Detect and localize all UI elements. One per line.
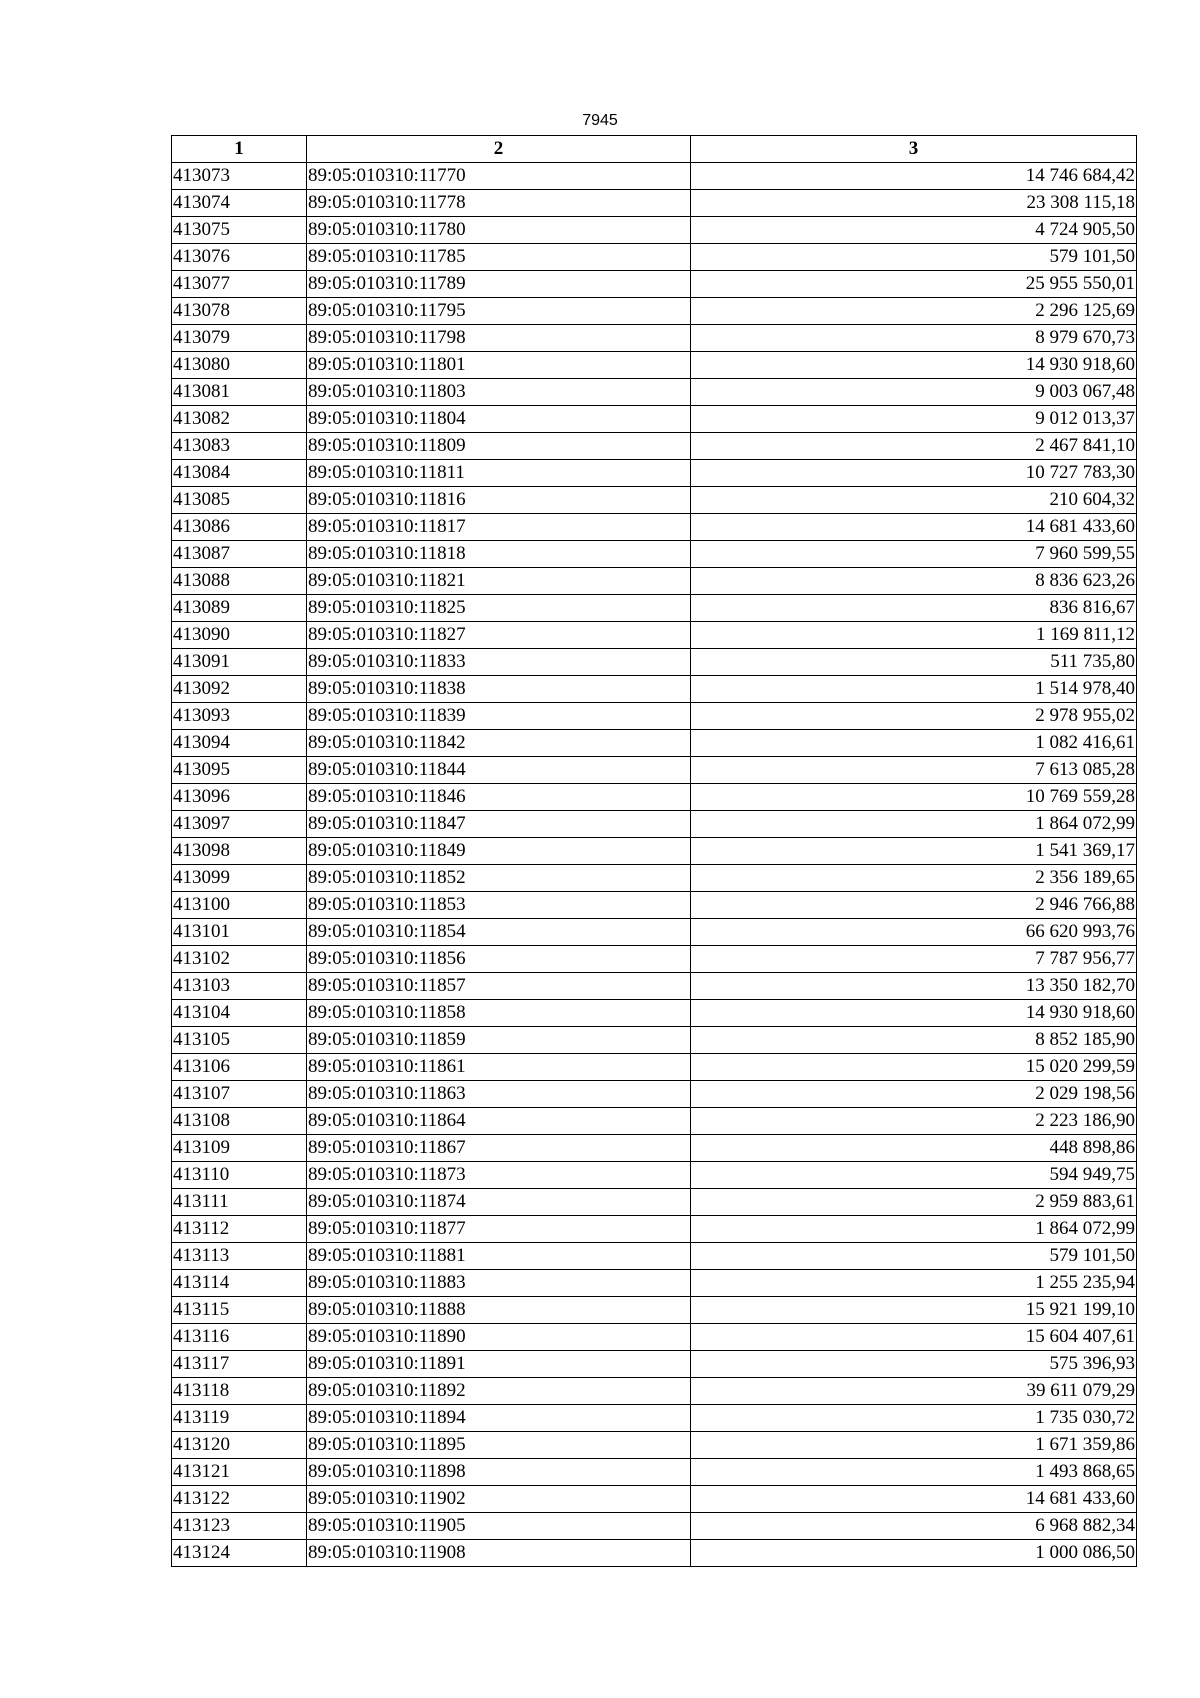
table-row — [172, 1000, 1137, 1027]
cadastral-number-cell: 89:05:010310:11809 — [307, 433, 691, 460]
table-row — [172, 541, 1137, 568]
row-number-cell: 413124 — [172, 1540, 307, 1567]
cadastral-number-cell: 89:05:010310:11891 — [307, 1351, 691, 1378]
table-row — [172, 649, 1137, 676]
cadastral-number-cell: 89:05:010310:11789 — [307, 271, 691, 298]
table-row — [172, 1405, 1137, 1432]
row-number-cell: 413109 — [172, 1135, 307, 1162]
value-cell: 15 921 199,10 — [691, 1297, 1137, 1324]
cadastral-number-cell: 89:05:010310:11770 — [307, 163, 691, 190]
value-cell: 13 350 182,70 — [691, 973, 1137, 1000]
table-row — [172, 1486, 1137, 1513]
cadastral-number-cell: 89:05:010310:11839 — [307, 703, 691, 730]
cadastral-number-cell: 89:05:010310:11867 — [307, 1135, 691, 1162]
row-number-cell: 413105 — [172, 1027, 307, 1054]
cadastral-number-cell: 89:05:010310:11861 — [307, 1054, 691, 1081]
value-cell: 7 787 956,77 — [691, 946, 1137, 973]
table-row — [172, 1081, 1137, 1108]
table-row — [172, 703, 1137, 730]
cadastral-number-cell: 89:05:010310:11902 — [307, 1486, 691, 1513]
table-row — [172, 568, 1137, 595]
value-cell: 1 735 030,72 — [691, 1405, 1137, 1432]
cadastral-number-cell: 89:05:010310:11804 — [307, 406, 691, 433]
table-row — [172, 1189, 1137, 1216]
table-row — [172, 433, 1137, 460]
value-cell: 7 960 599,55 — [691, 541, 1137, 568]
table-row — [172, 1270, 1137, 1297]
cadastral-number-cell: 89:05:010310:11801 — [307, 352, 691, 379]
value-cell: 23 308 115,18 — [691, 190, 1137, 217]
table-row — [172, 784, 1137, 811]
row-number-cell: 413083 — [172, 433, 307, 460]
row-number-cell: 413119 — [172, 1405, 307, 1432]
cadastral-number-cell: 89:05:010310:11803 — [307, 379, 691, 406]
value-cell: 2 467 841,10 — [691, 433, 1137, 460]
table-row — [172, 730, 1137, 757]
table-row — [172, 298, 1137, 325]
table-row — [172, 1108, 1137, 1135]
table-row — [172, 460, 1137, 487]
cadastral-number-cell: 89:05:010310:11780 — [307, 217, 691, 244]
value-cell: 8 852 185,90 — [691, 1027, 1137, 1054]
value-cell: 2 356 189,65 — [691, 865, 1137, 892]
row-number-cell: 413076 — [172, 244, 307, 271]
value-cell: 579 101,50 — [691, 244, 1137, 271]
row-number-cell: 413121 — [172, 1459, 307, 1486]
row-number-cell: 413104 — [172, 1000, 307, 1027]
row-number-cell: 413085 — [172, 487, 307, 514]
row-number-cell: 413120 — [172, 1432, 307, 1459]
header-row — [172, 136, 1137, 163]
row-number-cell: 413111 — [172, 1189, 307, 1216]
value-cell: 511 735,80 — [691, 649, 1137, 676]
cadastral-number-cell: 89:05:010310:11894 — [307, 1405, 691, 1432]
cadastral-number-cell: 89:05:010310:11838 — [307, 676, 691, 703]
cadastral-number-cell: 89:05:010310:11852 — [307, 865, 691, 892]
row-number-cell: 413086 — [172, 514, 307, 541]
value-cell: 836 816,67 — [691, 595, 1137, 622]
cadastral-number-cell: 89:05:010310:11905 — [307, 1513, 691, 1540]
value-cell: 2 223 186,90 — [691, 1108, 1137, 1135]
table-row — [172, 1324, 1137, 1351]
table-row — [172, 1432, 1137, 1459]
cadastral-number-cell: 89:05:010310:11778 — [307, 190, 691, 217]
table-row — [172, 1054, 1137, 1081]
value-cell: 210 604,32 — [691, 487, 1137, 514]
cadastral-number-cell: 89:05:010310:11847 — [307, 811, 691, 838]
value-cell: 4 724 905,50 — [691, 217, 1137, 244]
row-number-cell: 413108 — [172, 1108, 307, 1135]
row-number-cell: 413116 — [172, 1324, 307, 1351]
row-number-cell: 413074 — [172, 190, 307, 217]
row-number-cell: 413114 — [172, 1270, 307, 1297]
cadastral-number-cell: 89:05:010310:11858 — [307, 1000, 691, 1027]
row-number-cell: 413073 — [172, 163, 307, 190]
value-cell: 1 514 978,40 — [691, 676, 1137, 703]
cadastral-number-cell: 89:05:010310:11817 — [307, 514, 691, 541]
cadastral-number-cell: 89:05:010310:11883 — [307, 1270, 691, 1297]
value-cell: 10 769 559,28 — [691, 784, 1137, 811]
value-cell: 9 003 067,48 — [691, 379, 1137, 406]
column-header-1: 1 — [172, 136, 307, 163]
row-number-cell: 413078 — [172, 298, 307, 325]
row-number-cell: 413088 — [172, 568, 307, 595]
table-row — [172, 1540, 1137, 1567]
table-row — [172, 838, 1137, 865]
table-row — [172, 406, 1137, 433]
cadastral-number-cell: 89:05:010310:11890 — [307, 1324, 691, 1351]
cadastral-number-cell: 89:05:010310:11898 — [307, 1459, 691, 1486]
row-number-cell: 413084 — [172, 460, 307, 487]
value-cell: 2 296 125,69 — [691, 298, 1137, 325]
table-row — [172, 1027, 1137, 1054]
cadastral-number-cell: 89:05:010310:11795 — [307, 298, 691, 325]
row-number-cell: 413118 — [172, 1378, 307, 1405]
row-number-cell: 413107 — [172, 1081, 307, 1108]
value-cell: 1 082 416,61 — [691, 730, 1137, 757]
value-cell: 1 169 811,12 — [691, 622, 1137, 649]
cadastral-number-cell: 89:05:010310:11833 — [307, 649, 691, 676]
cadastral-number-cell: 89:05:010310:11892 — [307, 1378, 691, 1405]
row-number-cell: 413077 — [172, 271, 307, 298]
row-number-cell: 413100 — [172, 892, 307, 919]
cadastral-number-cell: 89:05:010310:11816 — [307, 487, 691, 514]
value-cell: 14 930 918,60 — [691, 352, 1137, 379]
cadastral-number-cell: 89:05:010310:11853 — [307, 892, 691, 919]
value-cell: 9 012 013,37 — [691, 406, 1137, 433]
row-number-cell: 413123 — [172, 1513, 307, 1540]
table-row — [172, 973, 1137, 1000]
value-cell: 2 029 198,56 — [691, 1081, 1137, 1108]
cadastral-number-cell: 89:05:010310:11856 — [307, 946, 691, 973]
value-cell: 1 864 072,99 — [691, 1216, 1137, 1243]
row-number-cell: 413090 — [172, 622, 307, 649]
cadastral-number-cell: 89:05:010310:11874 — [307, 1189, 691, 1216]
row-number-cell: 413087 — [172, 541, 307, 568]
row-number-cell: 413095 — [172, 757, 307, 784]
table-row — [172, 892, 1137, 919]
value-cell: 1 671 359,86 — [691, 1432, 1137, 1459]
value-cell: 14 681 433,60 — [691, 514, 1137, 541]
value-cell: 579 101,50 — [691, 1243, 1137, 1270]
table-row — [172, 217, 1137, 244]
value-cell: 1 493 868,65 — [691, 1459, 1137, 1486]
value-cell: 14 681 433,60 — [691, 1486, 1137, 1513]
cadastral-number-cell: 89:05:010310:11873 — [307, 1162, 691, 1189]
cadastral-number-cell: 89:05:010310:11827 — [307, 622, 691, 649]
value-cell: 14 746 684,42 — [691, 163, 1137, 190]
table-row — [172, 595, 1137, 622]
row-number-cell: 413096 — [172, 784, 307, 811]
row-number-cell: 413097 — [172, 811, 307, 838]
table-row — [172, 1216, 1137, 1243]
value-cell: 6 968 882,34 — [691, 1513, 1137, 1540]
cadastral-number-cell: 89:05:010310:11844 — [307, 757, 691, 784]
table-row — [172, 1135, 1137, 1162]
table-row — [172, 1297, 1137, 1324]
row-number-cell: 413075 — [172, 217, 307, 244]
value-cell: 448 898,86 — [691, 1135, 1137, 1162]
value-cell: 1 541 369,17 — [691, 838, 1137, 865]
table-row — [172, 757, 1137, 784]
table-row — [172, 1162, 1137, 1189]
row-number-cell: 413079 — [172, 325, 307, 352]
table-row — [172, 352, 1137, 379]
row-number-cell: 413113 — [172, 1243, 307, 1270]
value-cell: 575 396,93 — [691, 1351, 1137, 1378]
table-row — [172, 190, 1137, 217]
value-cell: 14 930 918,60 — [691, 1000, 1137, 1027]
table-row — [172, 271, 1137, 298]
table-row — [172, 1459, 1137, 1486]
cadastral-number-cell: 89:05:010310:11908 — [307, 1540, 691, 1567]
value-cell: 8 979 670,73 — [691, 325, 1137, 352]
row-number-cell: 413093 — [172, 703, 307, 730]
table-row — [172, 676, 1137, 703]
table-row — [172, 1243, 1137, 1270]
row-number-cell: 413099 — [172, 865, 307, 892]
cadastral-number-cell: 89:05:010310:11821 — [307, 568, 691, 595]
row-number-cell: 413102 — [172, 946, 307, 973]
table-row — [172, 163, 1137, 190]
row-number-cell: 413103 — [172, 973, 307, 1000]
cadastral-number-cell: 89:05:010310:11888 — [307, 1297, 691, 1324]
row-number-cell: 413092 — [172, 676, 307, 703]
cadastral-number-cell: 89:05:010310:11798 — [307, 325, 691, 352]
cadastral-number-cell: 89:05:010310:11857 — [307, 973, 691, 1000]
value-cell: 10 727 783,30 — [691, 460, 1137, 487]
cadastral-number-cell: 89:05:010310:11849 — [307, 838, 691, 865]
table-row — [172, 1513, 1137, 1540]
row-number-cell: 413094 — [172, 730, 307, 757]
value-cell: 1 255 235,94 — [691, 1270, 1137, 1297]
cadastral-number-cell: 89:05:010310:11877 — [307, 1216, 691, 1243]
table-row — [172, 1378, 1137, 1405]
cadastral-number-cell: 89:05:010310:11859 — [307, 1027, 691, 1054]
value-cell: 66 620 993,76 — [691, 919, 1137, 946]
column-header-2: 2 — [307, 136, 691, 163]
value-cell: 1 000 086,50 — [691, 1540, 1137, 1567]
cadastral-number-cell: 89:05:010310:11842 — [307, 730, 691, 757]
cadastral-number-cell: 89:05:010310:11818 — [307, 541, 691, 568]
table-row — [172, 244, 1137, 271]
row-number-cell: 413110 — [172, 1162, 307, 1189]
cadastral-number-cell: 89:05:010310:11864 — [307, 1108, 691, 1135]
value-cell: 2 946 766,88 — [691, 892, 1137, 919]
row-number-cell: 413101 — [172, 919, 307, 946]
row-number-cell: 413091 — [172, 649, 307, 676]
table-row — [172, 487, 1137, 514]
page-number: 7945 — [582, 112, 618, 129]
cadastral-number-cell: 89:05:010310:11854 — [307, 919, 691, 946]
value-cell: 25 955 550,01 — [691, 271, 1137, 298]
table-row — [172, 514, 1137, 541]
cadastral-number-cell: 89:05:010310:11895 — [307, 1432, 691, 1459]
value-cell: 2 978 955,02 — [691, 703, 1137, 730]
cadastral-number-cell: 89:05:010310:11825 — [307, 595, 691, 622]
table-row — [172, 622, 1137, 649]
table-header — [172, 136, 1137, 163]
table-row — [172, 325, 1137, 352]
cadastral-number-cell: 89:05:010310:11881 — [307, 1243, 691, 1270]
row-number-cell: 413117 — [172, 1351, 307, 1378]
row-number-cell: 413080 — [172, 352, 307, 379]
value-cell: 15 020 299,59 — [691, 1054, 1137, 1081]
value-cell: 39 611 079,29 — [691, 1378, 1137, 1405]
cadastral-number-cell: 89:05:010310:11846 — [307, 784, 691, 811]
value-cell: 594 949,75 — [691, 1162, 1137, 1189]
row-number-cell: 413089 — [172, 595, 307, 622]
row-number-cell: 413115 — [172, 1297, 307, 1324]
table-row — [172, 865, 1137, 892]
table-row — [172, 919, 1137, 946]
cadastral-number-cell: 89:05:010310:11785 — [307, 244, 691, 271]
table-row — [172, 946, 1137, 973]
value-cell: 7 613 085,28 — [691, 757, 1137, 784]
cadastral-number-cell: 89:05:010310:11863 — [307, 1081, 691, 1108]
row-number-cell: 413081 — [172, 379, 307, 406]
table-row — [172, 379, 1137, 406]
row-number-cell: 413106 — [172, 1054, 307, 1081]
table-body — [172, 163, 1137, 1567]
row-number-cell: 413122 — [172, 1486, 307, 1513]
row-number-cell: 413112 — [172, 1216, 307, 1243]
registry-table — [171, 135, 1137, 1567]
value-cell: 8 836 623,26 — [691, 568, 1137, 595]
table-row — [172, 811, 1137, 838]
value-cell: 2 959 883,61 — [691, 1189, 1137, 1216]
row-number-cell: 413098 — [172, 838, 307, 865]
column-header-3: 3 — [691, 136, 1137, 163]
row-number-cell: 413082 — [172, 406, 307, 433]
table-row — [172, 1351, 1137, 1378]
value-cell: 1 864 072,99 — [691, 811, 1137, 838]
value-cell: 15 604 407,61 — [691, 1324, 1137, 1351]
cadastral-number-cell: 89:05:010310:11811 — [307, 460, 691, 487]
